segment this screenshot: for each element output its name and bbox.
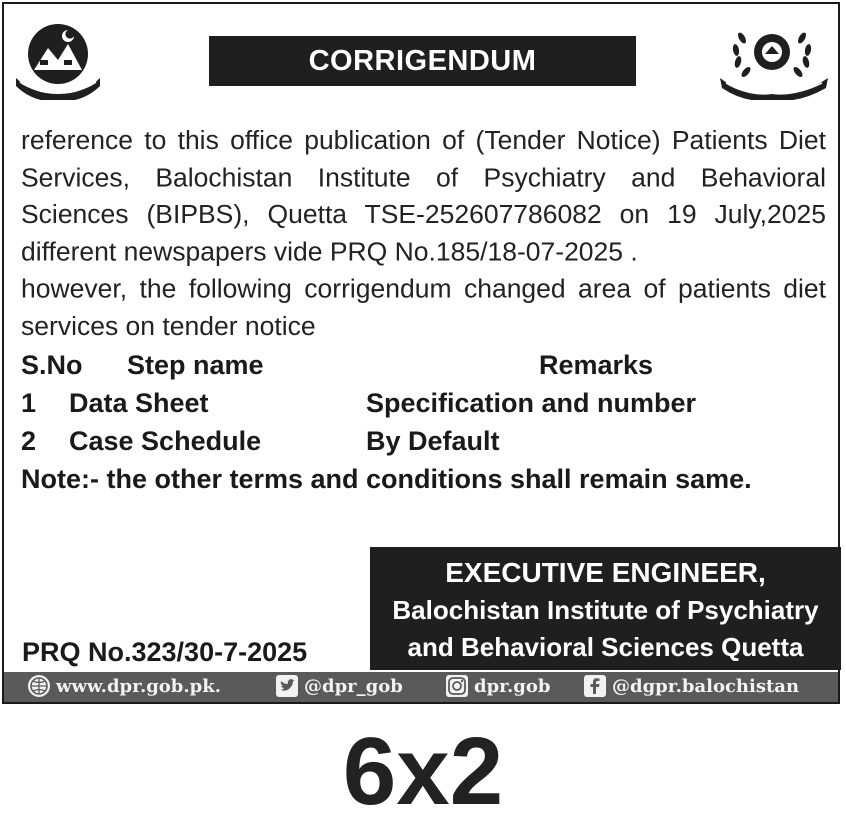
twitter-handle: @dpr_gob: [304, 675, 403, 697]
header-step-name: Step name: [127, 350, 264, 380]
prq-number: PRQ No.323/30-7-2025: [22, 637, 308, 667]
header-remarks: Remarks: [539, 350, 654, 380]
corrigendum-title: CORRIGENDUM: [209, 36, 636, 86]
body-text: [21, 122, 826, 345]
footer-facebook[interactable]: [584, 675, 799, 697]
twitter-icon: [276, 675, 298, 697]
footer-website[interactable]: [28, 675, 221, 697]
table-row: [21, 423, 826, 461]
instagram-icon: [446, 675, 468, 697]
corrigendum-paragraph: however, the following corrigendum changed area of patients diet services on tender notice: [21, 273, 826, 341]
signatory-org-line2: and Behavioral Sciences Quetta: [407, 632, 804, 662]
row-sno: 2: [21, 426, 37, 456]
website-text: www.dpr.gob.pk.: [56, 675, 221, 697]
row-step-name: Case Schedule: [69, 426, 262, 456]
signatory-title: EXECUTIVE ENGINEER,: [445, 557, 766, 588]
footer-bar: [4, 672, 838, 702]
footer-instagram[interactable]: [446, 675, 550, 697]
header-sno: S.No: [21, 350, 83, 380]
row-remarks: By Default: [366, 426, 500, 456]
globe-icon: [28, 675, 50, 697]
instagram-handle: dpr.gob: [474, 675, 551, 697]
corrigendum-table: [21, 347, 826, 499]
dgpr-emblem-right: [716, 20, 832, 100]
balochistan-emblem-left: [12, 20, 104, 100]
row-remarks: Specification and number: [366, 388, 697, 418]
signatory-org-line1: Balochistan Institute of Psychiatry: [392, 595, 819, 625]
note-row: [21, 461, 826, 499]
table-header-row: [21, 347, 826, 385]
footer-twitter[interactable]: [276, 675, 403, 697]
note-text: Note:- the other terms and conditions shall remain same.: [21, 464, 752, 494]
signatory-box: [370, 547, 841, 670]
row-sno: 1: [21, 388, 37, 418]
table-row: [21, 385, 826, 423]
facebook-handle: @dgpr.balochistan: [612, 675, 800, 697]
facebook-icon: [584, 675, 606, 697]
ad-size-label: 6x2: [342, 718, 504, 825]
reference-paragraph: reference to this office publication of (Tender Notice) Patients Diet Services, Balochistan Institute of Psychiatry and Behavioral Sciences (BIPBS), Quetta TSE-252607786082 on 19 July,2025 different newspapers vide PRQ No.185/18-07-2025 .: [21, 124, 826, 267]
row-step-name: Data Sheet: [69, 388, 209, 418]
